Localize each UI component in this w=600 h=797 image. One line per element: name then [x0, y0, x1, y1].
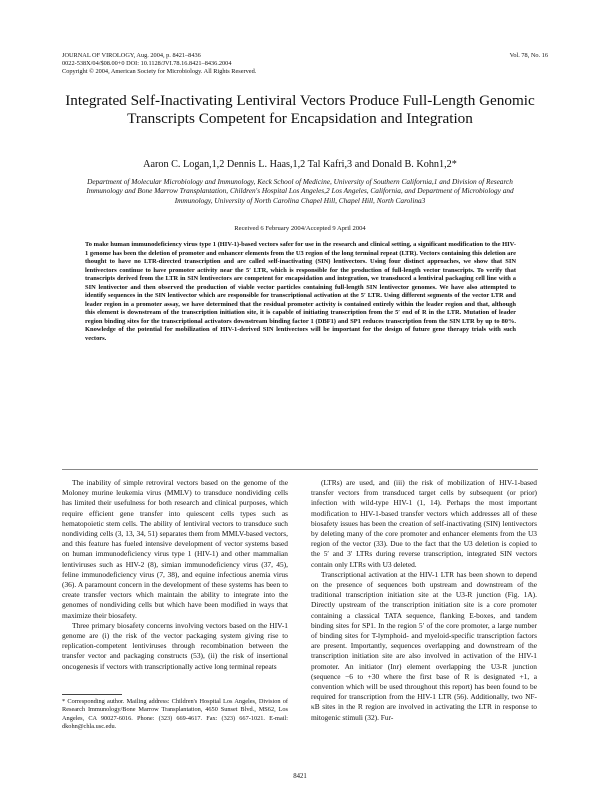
copyright-line: Copyright © 2004, American Society for Microbiology. All Rights Reserved. — [62, 68, 257, 76]
received-dates: Received 6 February 2004/Accepted 9 April 2004 — [234, 225, 366, 232]
page-number: 8421 — [293, 773, 307, 780]
corresponding-author-footnote: * Corresponding author. Mailing address: Children's Hospital Los Angeles, Division of Research Immunology/Bone Marrow Transplantation, 4650 Sunset Blvd., MS62, Los Angeles, CA 90027-6016. Phone: (323) 669-4617. Fax: (323) 667-1021. E-mail: dkohn@chla.usc.edu. — [62, 698, 288, 731]
footnote-divider — [62, 694, 122, 695]
body-column-right — [311, 478, 537, 723]
volume-issue: Vol. 78, No. 16 — [509, 52, 548, 59]
body-paragraph: Transcriptional activation at the HIV-1 LTR has been shown to depend on the presence of sequences both upstream and downstream of the traditional transcription initiation site at the U3-R junction (Fig. 1A). Directly upstream of the transcription initiation site is a core promoter containing a classical TATA sequence, flanking E-boxes, and tandem binding sites for SP1. In the region 5′ of the core promoter, a large number of binding sites for T-lymphoid- and myeloid-specific transcription factors are present. Importantly, sequences overlapping and downstream of the transcription initiation site are also involved in activation of the HIV-1 promoter. An initiator (Inr) element overlapping the U3-R junction (sequence −6 to +30 where the first base of R is designated +1, a convention which will be used throughout this report) has been found to be required for transcription from the HIV-1 LTR (56). Additionally, two NF-κB sites in the R region are involved in activating the LTR in response to mitogenic stimuli (32). Fur- — [311, 569, 537, 722]
doi-line: 0022-538X/04/$08.00+0 DOI: 10.1128/JVI.78.16.8421–8436.2004 — [62, 60, 232, 68]
body-paragraph: (LTRs) are used, and (iii) the risk of mobilization of HIV-1-based transfer vectors from transduced target cells by subsequent (or prior) infection with wild-type HIV-1 (1, 14). Perhaps the most important modification to HIV-1-based transfer vectors which addresses all of these biosafety issues has been the creation of self-inactivating (SIN) lentivectors by deleting many of the core promoter and enhancer elements from the U3 region of the vector (33). Due to the fact that the U3 deletion is copied to the 5′ and 3′ LTRs during reverse transcription, integrated SIN vectors contain only LTRs with U3 deleted. — [311, 478, 537, 569]
author-list: Aaron C. Logan,1,2 Dennis L. Haas,1,2 Tal Kafri,3 and Donald B. Kohn1,2* — [143, 159, 457, 170]
body-paragraph: The inability of simple retroviral vectors based on the genome of the Moloney murine leukemia virus (MMLV) to transduce nondividing cells has limited their usefulness for both research and clinical purposes, which require efficient gene transfer into quiescent cells types such as hematopoietic stem cells. The ability of lentiviral vectors to transduce such nondividing cells (3, 13, 34, 51) separates them from MMLV-based vectors, and this feature has fueled intensive development of vector systems based on human immunodeficiency virus type 1 (HIV-1) and other mammalian lentiviruses such as HIV-2 (8), simian immunodeficiency virus (37, 45), feline immunodeficiency virus (7, 38), and equine infectious anemia virus (36). A paramount concern in the development of these systems has been to create transfer vectors which maintain the ability to integrate into the genomes of nondividing cells but which have been modified in ways that maximize their biosafety. — [62, 478, 288, 620]
abstract: To make human immunodeficiency virus type 1 (HIV-1)-based vectors safer for use in the research and clinical setting, a significant modification to the HIV-1 genome has been the deletion of promoter and enhancer elements from the U3 region of the long terminal repeat (LTR). Vectors containing this deletion are thought to have no LTR-directed transcription and are called self-inactivating (SIN) lentivectors. Using four distinct approaches, we show that SIN lentivectors continue to have promoter activity near the 5′ LTR, which is responsible for the production of full-length vector transcripts. To verify that transcripts derived from the LTR in SIN lentivectors are competent for encapsidation and integration, we transduced a lentiviral packaging cell line with a SIN lentivector and then observed the production of viable vector particles containing full-length SIN lentivector genomes. We have also attempted to identify sequences in the SIN lentivector which are responsible for transcriptional activation at the 5′ LTR. Using different segments of the vector LTR and leader region in a promoter assay, we have determined that the residual promoter activity is contained entirely within the leader region and that, although this element is downstream of the transcription initiation site, it is capable of initiating transcription from the 5′ end of R in the LTR. Mutation of leader region binding sites for the transcriptional activators downstream binding factor 1 (DBF1) and SP1 reduces transcription from the SIN LTR by up to 80%. Knowledge of the potential for mobilization of HIV-1-derived SIN lentivectors will be important for the design of future gene therapy trials with such vectors. — [85, 241, 516, 343]
journal-citation: JOURNAL OF VIROLOGY, Aug. 2004, p. 8421–8436 — [62, 52, 201, 59]
body-paragraph: Three primary biosafety concerns involving vectors based on the HIV-1 genome are (i) the risk of the vector packaging system giving rise to replication-competent lentiviruses through recombination between the transfer vector and packaging constructs (53), (ii) the risk of insertional oncogenesis if vectors with transcriptionally active long terminal repeats — [62, 620, 288, 671]
running-header — [62, 52, 548, 77]
section-divider — [62, 469, 538, 470]
body-column-left — [62, 478, 288, 672]
affiliations: Department of Molecular Microbiology and Immunology, Keck School of Medicine, University of Southern California,1 and Division of Research Immunology and Bone Marrow Transplantation, Children's Hospital Los Angeles,2 Los Angeles, California, and Department of Microbiology and Immunology, University of North Carolina Chapel Hill, Chapel Hill, North Carolina3 — [86, 177, 514, 205]
article-title: Integrated Self-Inactivating Lentiviral Vectors Produce Full-Length Genomic Transcripts Competent for Encapsidation and Integration — [65, 92, 535, 127]
